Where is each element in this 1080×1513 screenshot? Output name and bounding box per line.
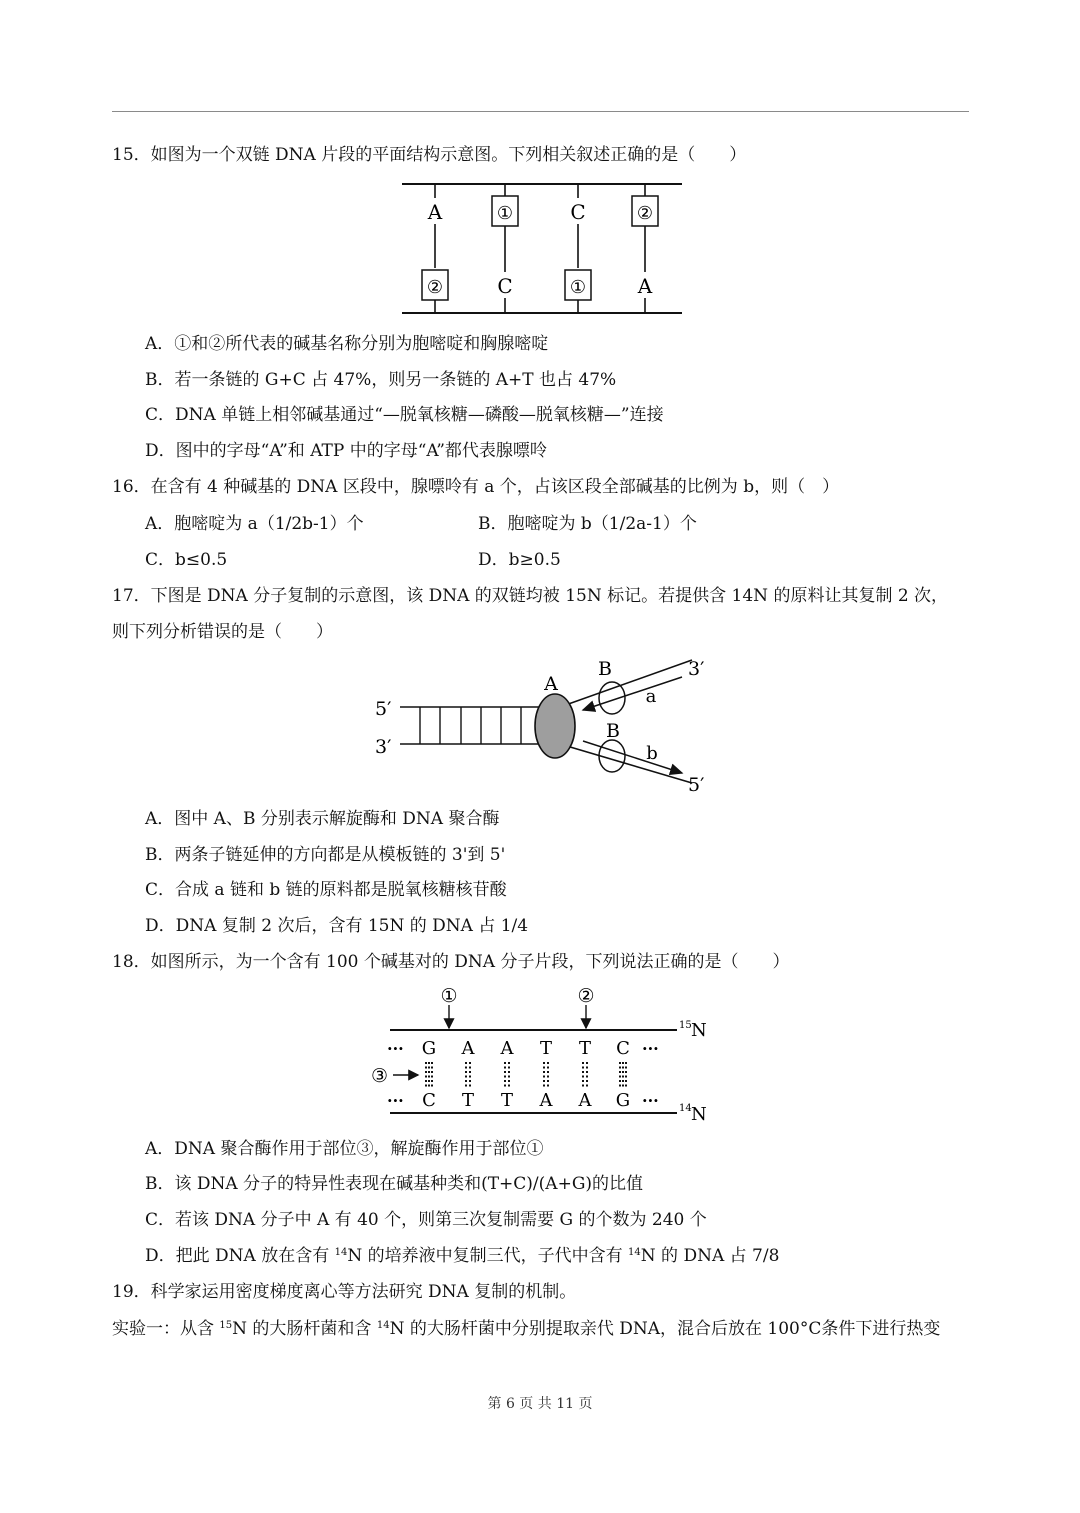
- q15-option-d: D．图中的字母“A”和 ATP 中的字母“A”都代表腺嘌呤: [145, 441, 547, 461]
- q15-top-base-2: ①: [496, 203, 514, 224]
- q19-stem: 19．科学家运用密度梯度离心等方法研究 DNA 复制的机制。: [112, 1282, 577, 1302]
- q15-dna-diagram: [395, 176, 690, 321]
- q18-bottom-base-4: A: [539, 1090, 553, 1111]
- q18-bottom-isotope-symbol: N: [691, 1104, 707, 1125]
- q19-exp-sup1: 15: [219, 1320, 233, 1331]
- page-footer: 第 6 页 共 11 页: [487, 1396, 593, 1412]
- q16-option-d: D．b≥0.5: [478, 550, 561, 570]
- q19-exp-pre: 实验一：从含: [112, 1319, 220, 1339]
- q18-option-c: C．若该 DNA 分子中 A 有 40 个，则第三次复制需要 G 的个数为 240 个: [145, 1210, 707, 1230]
- q18-top-base-6: C: [616, 1038, 630, 1059]
- q17-label-left-top: 5′: [375, 698, 392, 720]
- q15-option-b: B．若一条链的 G+C 占 47%，则另一条链的 A+T 也占 47%: [145, 370, 617, 390]
- q15-bottom-base-3: ①: [569, 277, 587, 298]
- q18-marker-3: ③: [371, 1065, 389, 1087]
- q18-top-base-1: G: [421, 1038, 437, 1059]
- q16-stem: 16．在含有 4 种碱基的 DNA 区段中，腺嘌呤有 a 个，占该区段全部碱基的比例为 b，则（ ）: [112, 477, 840, 497]
- q17-enzyme-b-top: B: [598, 658, 612, 680]
- q18-bottom-base-5: A: [578, 1090, 592, 1111]
- q18-dna-fragment-diagram: [365, 982, 710, 1127]
- q17-strand-a: a: [645, 686, 657, 707]
- q18-option-a: A．DNA 聚合酶作用于部位③，解旋酶作用于部位①: [145, 1139, 544, 1159]
- q18-option-d-post: N 的 DNA 占 7/8: [640, 1246, 780, 1266]
- q17-stem-line1: 17．下图是 DNA 分子复制的示意图，该 DNA 的双链均被 15N 标记。若提供含 14N 的原料让其复制 2 次，: [112, 586, 949, 606]
- q18-top-base-5: T: [578, 1038, 592, 1059]
- q18-option-d-sup2: 14: [628, 1247, 641, 1258]
- q16-option-c: C．b≤0.5: [145, 550, 228, 570]
- q15-bottom-base-2: C: [497, 274, 513, 298]
- q18-top-base-3: A: [500, 1038, 514, 1059]
- q15-bottom-base-1: ②: [426, 277, 444, 298]
- header-rule: [112, 111, 969, 112]
- q17-end-top: 3′: [688, 658, 705, 680]
- q19-experiment-one: [112, 1318, 940, 1340]
- q18-top-isotope-mass: 15: [679, 1020, 692, 1031]
- q18-option-d-mid: N 的培养液中复制三代，子代中含有: [347, 1246, 629, 1266]
- q15-stem: 15．如图为一个双链 DNA 片段的平面结构示意图。下列相关叙述正确的是（ ）: [112, 145, 747, 165]
- q17-stem-line2: 则下列分析错误的是（ ）: [112, 622, 333, 642]
- q17-enzyme-a: A: [544, 673, 558, 695]
- q17-option-d: D．DNA 复制 2 次后，含有 15N 的 DNA 占 1/4: [145, 916, 529, 936]
- q18-top-isotope-symbol: N: [691, 1020, 707, 1041]
- q18-option-d: [145, 1245, 779, 1267]
- q18-bottom-base-1: C: [422, 1090, 436, 1111]
- q18-option-d-sup1: 14: [334, 1247, 348, 1258]
- q15-bottom-base-4: A: [637, 274, 653, 298]
- q15-option-a: A．①和②所代表的碱基名称分别为胞嘧啶和胸腺嘧啶: [145, 334, 549, 354]
- q18-ellipsis-top-left: ···: [387, 1039, 404, 1058]
- q18-ellipsis-bottom-left: ···: [387, 1091, 404, 1110]
- q19-exp-sup2: 14: [376, 1320, 390, 1331]
- q18-option-b: B．该 DNA 分子的特异性表现在碱基种类和(T+C)/(A+G)的比值: [145, 1174, 644, 1194]
- q18-bottom-isotope-mass: 14: [679, 1103, 692, 1114]
- q19-exp-post: N 的大肠杆菌中分别提取亲代 DNA，混合后放在 100°C条件下进行热变: [389, 1319, 941, 1339]
- q16-option-b: B．胞嘧啶为 b（1/2a-1）个: [478, 514, 697, 534]
- q15-top-base-4: ②: [636, 203, 654, 224]
- q17-option-a: A．图中 A、B 分别表示解旋酶和 DNA 聚合酶: [145, 809, 500, 829]
- q18-bottom-base-6: G: [615, 1090, 631, 1111]
- q17-replication-diagram: [370, 655, 715, 797]
- q17-label-left-bottom: 3′: [375, 736, 392, 758]
- q17-option-b: B．两条子链延伸的方向都是从模板链的 3'到 5': [145, 845, 506, 865]
- q18-option-d-pre: D．把此 DNA 放在含有: [145, 1246, 335, 1266]
- q18-ellipsis-top-right: ···: [642, 1039, 659, 1058]
- q15-top-base-3: C: [570, 200, 586, 224]
- q17-option-c: C．合成 a 链和 b 链的原料都是脱氧核糖核苷酸: [145, 880, 507, 900]
- q15-option-c: C．DNA 单链上相邻碱基通过“—脱氧核糖—磷酸—脱氧核糖—”连接: [145, 405, 664, 425]
- q16-option-a: A．胞嘧啶为 a（1/2b-1）个: [145, 514, 364, 534]
- q18-bottom-base-2: T: [461, 1090, 475, 1111]
- q18-top-base-2: A: [461, 1038, 475, 1059]
- q18-marker-1: ①: [440, 985, 458, 1007]
- q18-top-base-4: T: [539, 1038, 553, 1059]
- q17-end-bottom: 5′: [688, 774, 705, 796]
- q17-enzyme-b-bottom: B: [606, 720, 620, 742]
- q18-ellipsis-bottom-right: ···: [642, 1091, 659, 1110]
- q18-marker-2: ②: [577, 985, 595, 1007]
- q17-strand-b: b: [646, 743, 658, 764]
- q15-top-base-1: A: [427, 200, 443, 224]
- q19-exp-mid: N 的大肠杆菌和含: [232, 1319, 377, 1339]
- q18-bottom-base-3: T: [500, 1090, 514, 1111]
- q18-stem: 18．如图所示，为一个含有 100 个碱基对的 DNA 分子片段，下列说法正确的是（ ）: [112, 952, 790, 972]
